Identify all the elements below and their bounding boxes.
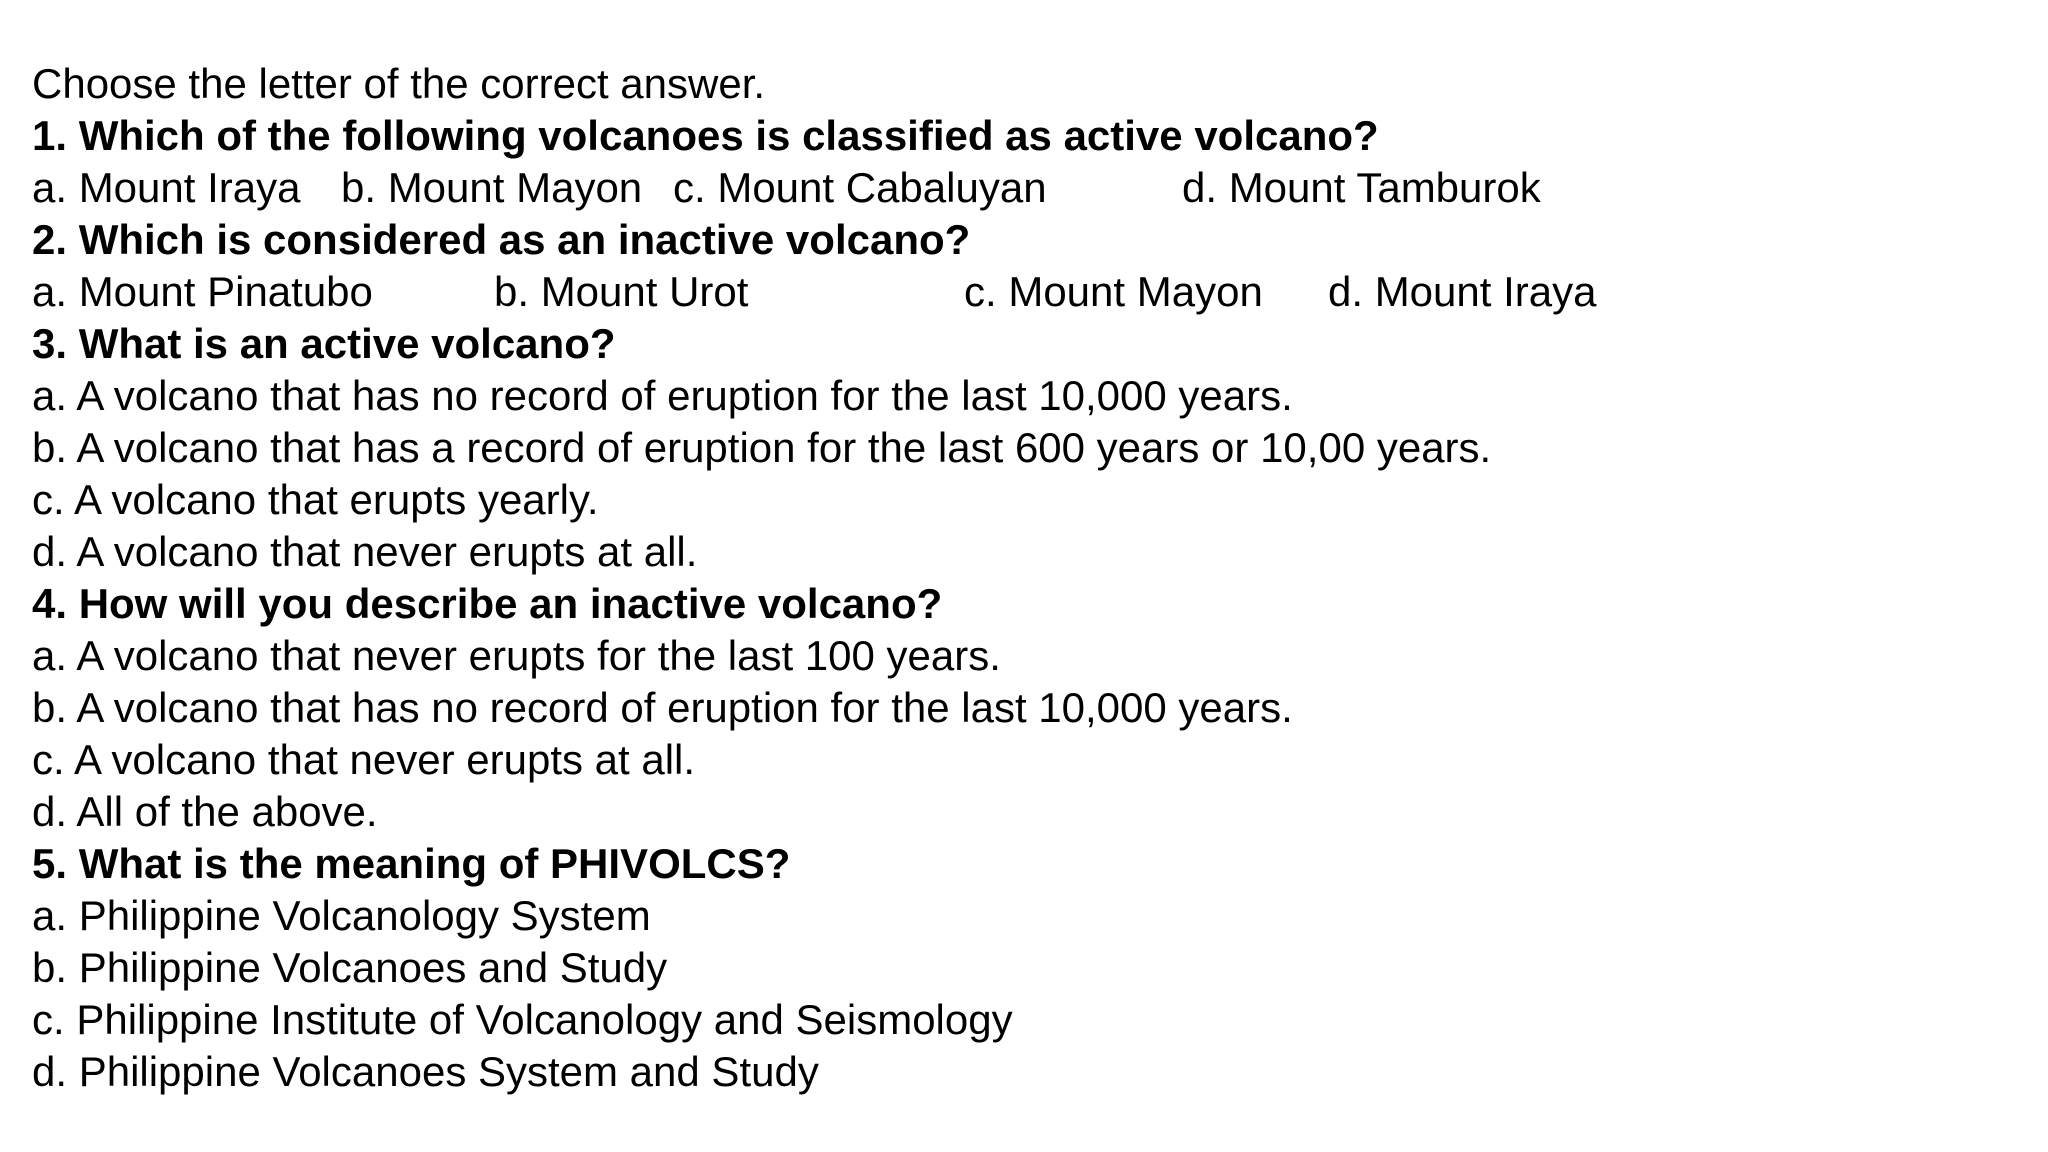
question-1-option-a: a. Mount Iraya bbox=[32, 164, 301, 211]
question-2-option-a: a. Mount Pinatubo bbox=[32, 268, 373, 315]
question-3-option-a: a. A volcano that has no record of eruption for the last 10,000 years. bbox=[32, 372, 1293, 419]
question-5-option-d: d. Philippine Volcanoes System and Study bbox=[32, 1048, 819, 1095]
question-3-option-c: c. A volcano that erupts yearly. bbox=[32, 476, 599, 523]
question-4-option-a: a. A volcano that never erupts for the last 100 years. bbox=[32, 632, 1001, 679]
question-3-option-d: d. A volcano that never erupts at all. bbox=[32, 528, 698, 575]
question-2: 2. Which is considered as an inactive volcano? bbox=[32, 216, 971, 263]
question-1: 1. Which of the following volcanoes is classified as active volcano? bbox=[32, 112, 1379, 159]
question-3: 3. What is an active volcano? bbox=[32, 320, 616, 367]
question-4-option-c: c. A volcano that never erupts at all. bbox=[32, 736, 696, 783]
question-1-options bbox=[32, 162, 2022, 214]
question-4-option-d: d. All of the above. bbox=[32, 788, 378, 835]
quiz-sheet bbox=[32, 58, 2022, 1098]
question-5-option-a: a. Philippine Volcanology System bbox=[32, 892, 651, 939]
question-2-option-d: d. Mount Iraya bbox=[1328, 268, 1597, 315]
instruction-text: Choose the letter of the correct answer. bbox=[32, 60, 766, 107]
question-4: 4. How will you describe an inactive volcano? bbox=[32, 580, 943, 627]
question-1-option-c: c. Mount Cabaluyan bbox=[673, 164, 1047, 211]
question-5-option-b: b. Philippine Volcanoes and Study bbox=[32, 944, 668, 991]
question-1-option-b: b. Mount Mayon bbox=[341, 164, 643, 211]
question-4-option-b: b. A volcano that has no record of eruption for the last 10,000 years. bbox=[32, 684, 1293, 731]
question-2-option-b: b. Mount Urot bbox=[494, 268, 749, 315]
question-2-options bbox=[32, 266, 2022, 318]
question-5-option-c: c. Philippine Institute of Volcanology and Seismology bbox=[32, 996, 1013, 1043]
question-3-option-b: b. A volcano that has a record of eruption for the last 600 years or 10,00 years. bbox=[32, 424, 1492, 471]
question-5: 5. What is the meaning of PHIVOLCS? bbox=[32, 840, 791, 887]
question-2-option-c: c. Mount Mayon bbox=[964, 268, 1263, 315]
question-1-option-d: d. Mount Tamburok bbox=[1182, 164, 1541, 211]
